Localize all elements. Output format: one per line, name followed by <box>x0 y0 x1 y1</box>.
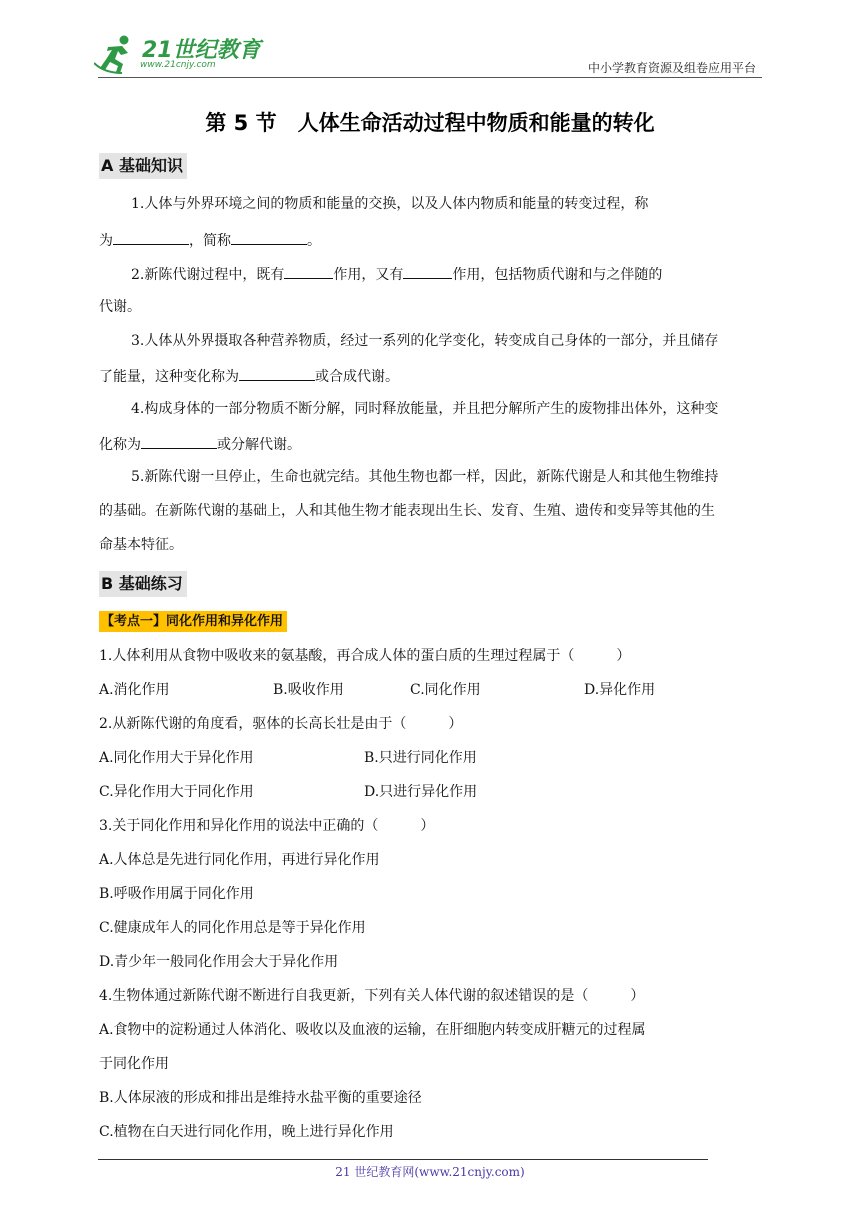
item-1-line-1: 1.人体与外界环境之间的物质和能量的交换，以及人体内物质和能量的转变过程，称 <box>131 196 649 212</box>
blank-field[interactable] <box>284 263 333 279</box>
q3-option-c[interactable]: C.健康成年人的同化作用总是等于异化作用 <box>99 920 366 936</box>
blank-field[interactable] <box>113 229 189 245</box>
section-a-heading: A 基础知识 <box>99 153 187 179</box>
q4-stem: 4.生物体通过新陈代谢不断进行自我更新，下列有关人体代谢的叙述错误的是（ ） <box>99 988 645 1004</box>
page-header <box>0 0 860 82</box>
q4-option-c[interactable]: C.植物在白天进行同化作用，晚上进行异化作用 <box>99 1124 394 1140</box>
q2-option-d[interactable]: D.只进行异化作用 <box>364 784 478 800</box>
q2-option-a[interactable]: A.同化作用大于异化作用 <box>99 750 254 766</box>
platform-label: 中小学教育资源及组卷应用平台 <box>587 61 756 75</box>
header-divider <box>98 77 762 78</box>
item-4-text-b: 或分解代谢。 <box>217 437 301 453</box>
q4-option-a-continued: 于同化作用 <box>99 1056 169 1072</box>
page-title: 第 5 节 人体生命活动过程中物质和能量的转化 <box>205 111 655 135</box>
item-4-line-2 <box>99 433 301 455</box>
q1-option-d[interactable]: D.异化作用 <box>584 682 656 698</box>
q3-option-b[interactable]: B.呼吸作用属于同化作用 <box>99 886 254 902</box>
item-2-text-a: 2.新陈代谢过程中，既有 <box>131 267 285 283</box>
q3-option-d[interactable]: D.青少年一般同化作用会大于异化作用 <box>99 954 339 970</box>
q1-option-c[interactable]: C.同化作用 <box>410 682 481 698</box>
item-4-line-1: 4.构成身体的一部分物质不断分解，同时释放能量，并且把分解所产生的废物排出体外，这种变 <box>131 401 719 417</box>
item-1-text-b: ，简称 <box>189 233 231 249</box>
item-3-line-1: 3.人体从外界摄取各种营养物质，经过一系列的化学变化，转变成自己身体的一部分，并且储存 <box>131 333 719 349</box>
q1-option-a[interactable]: A.消化作用 <box>99 682 170 698</box>
item-1-text-a: 为 <box>99 233 113 249</box>
item-5-line-1: 5.新陈代谢一旦停止，生命也就完结。其他生物也都一样，因此，新陈代谢是人和其他生物维持 <box>131 469 719 485</box>
q3-stem: 3.关于同化作用和异化作用的说法中正确的（ ） <box>99 818 435 834</box>
keypoint-label: 【考点一】同化作用和异化作用 <box>99 611 287 632</box>
footer-divider <box>98 1159 708 1160</box>
item-3-text-b: 或合成代谢。 <box>315 369 399 385</box>
logo-text: 21世纪教育 <box>142 38 261 63</box>
blank-field[interactable] <box>141 433 217 449</box>
item-2-text-b: 作用，又有 <box>333 267 404 283</box>
item-2-line-2: 代谢。 <box>99 299 141 315</box>
q4-option-a[interactable]: A.食物中的淀粉通过人体消化、吸收以及血液的运输，在肝细胞内转变成肝糖元的过程属 <box>99 1022 646 1038</box>
q2-option-c[interactable]: C.异化作用大于同化作用 <box>99 784 254 800</box>
item-3-text-a: 了能量，这种变化称为 <box>99 369 239 385</box>
item-4-text-a: 化称为 <box>99 437 141 453</box>
item-3-line-2 <box>99 365 399 387</box>
blank-field[interactable] <box>403 263 452 279</box>
item-5-line-3: 命基本特征。 <box>99 537 183 553</box>
q2-option-b[interactable]: B.只进行同化作用 <box>364 750 477 766</box>
item-2-line-1 <box>131 263 662 285</box>
q1-option-b[interactable]: B.吸收作用 <box>273 682 344 698</box>
footer-link[interactable]: 21 世纪教育网(www.21cnjy.com) <box>335 1165 525 1179</box>
item-5-line-2: 的基础。在新陈代谢的基础上，人和其他生物才能表现出生长、发育、生殖、遗传和变异等其他的生 <box>99 503 715 519</box>
logo-url: www.21cnjy.com <box>140 60 216 70</box>
runner-icon <box>94 33 140 77</box>
q1-stem: 1.人体利用从食物中吸收来的氨基酸，再合成人体的蛋白质的生理过程属于（ ） <box>99 648 631 664</box>
q2-stem: 2.从新陈代谢的角度看，驱体的长高长壮是由于（ ） <box>99 716 463 732</box>
blank-field[interactable] <box>239 365 315 381</box>
q4-option-b[interactable]: B.人体尿液的形成和排出是维持水盐平衡的重要途径 <box>99 1090 422 1106</box>
item-2-text-c: 作用，包括物质代谢和与之伴随的 <box>452 267 663 283</box>
q3-option-a[interactable]: A.人体总是先进行同化作用，再进行异化作用 <box>99 852 380 868</box>
blank-field[interactable] <box>231 229 307 245</box>
section-b-heading: B 基础练习 <box>99 571 187 597</box>
item-1-text-c: 。 <box>307 233 321 249</box>
site-logo[interactable] <box>94 33 264 77</box>
item-1-line-2 <box>99 229 321 251</box>
